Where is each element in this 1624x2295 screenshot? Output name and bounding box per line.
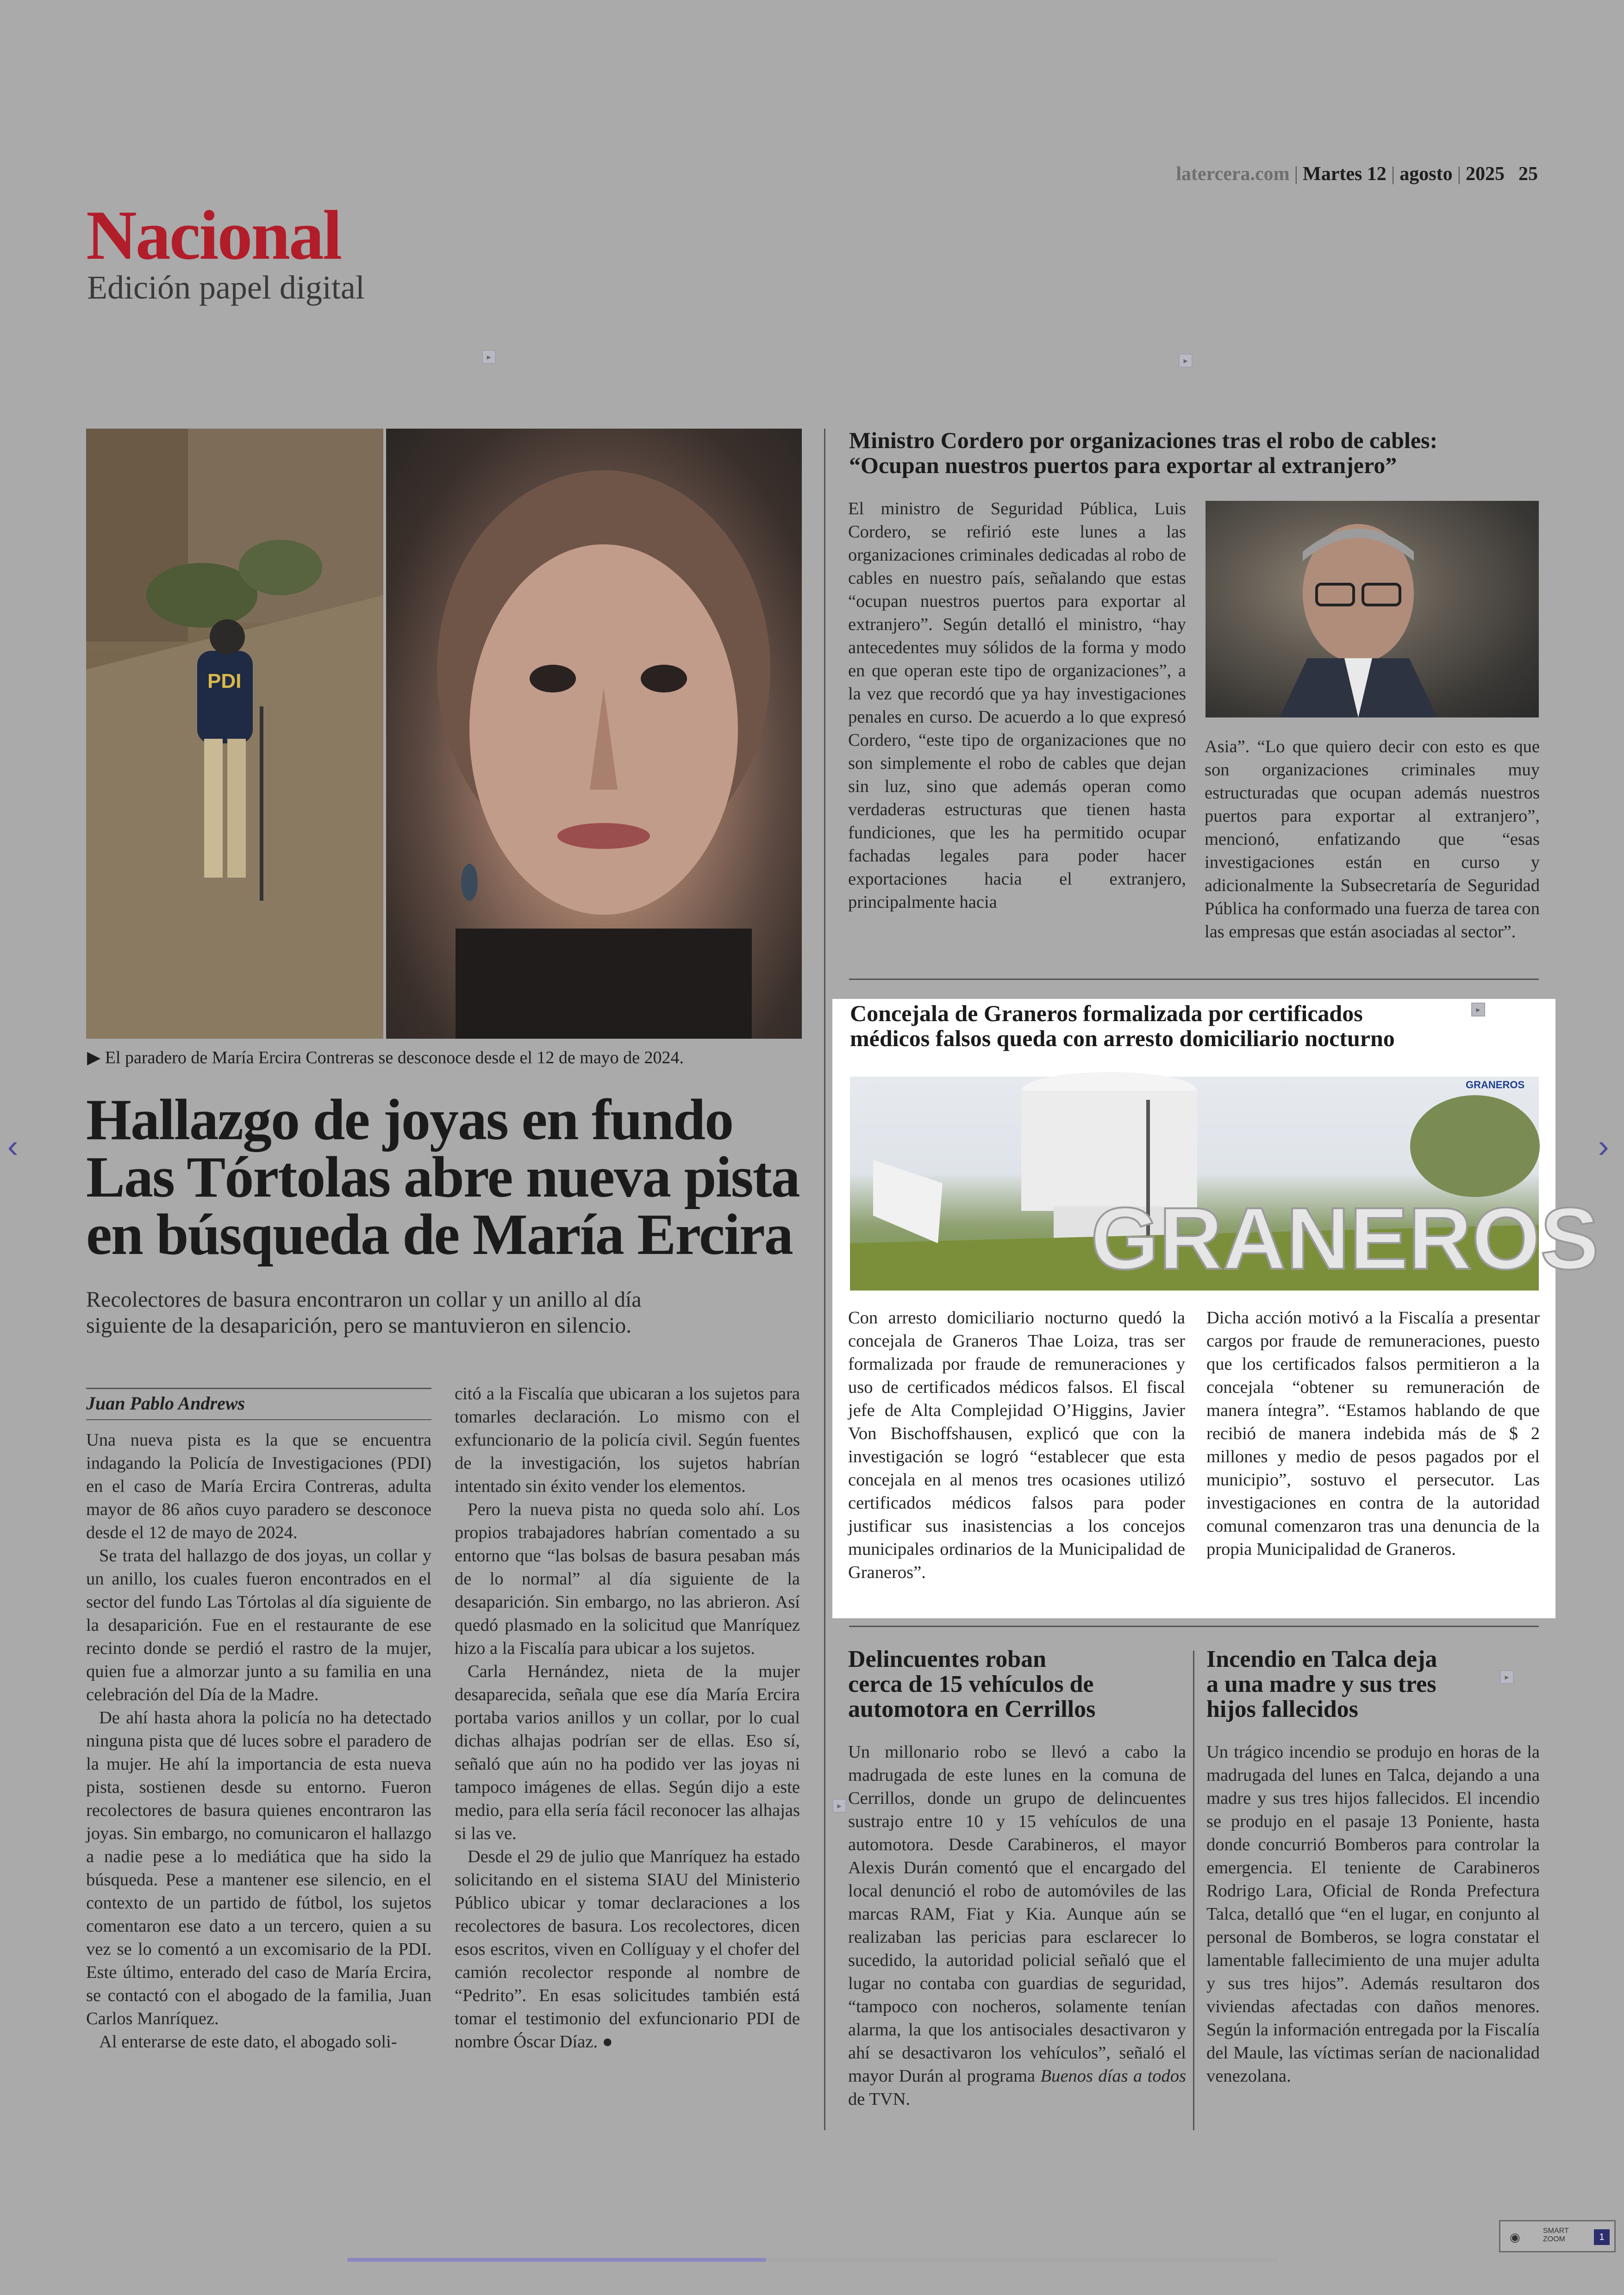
graneros-headline[interactable]: Concejala de Graneros formalizada por certificados médicos falsos queda con arresto domiciliario nocturno — [850, 1000, 1395, 1051]
talca-body: Un trágico incendio se produjo en horas de la madrugada del lunes en Talca, dejando a una madre y sus tres hijos fallecidos. El incendio se produjo en el pasaje 13 Poniente, hasta donde concurrió Bomberos para controlar la emergencia. El teniente de Carabineros Rodrigo Lara, Oficial de Ronda Prefectura Talca, detalló que “en el lugar, en conjunto al personal de Bomberos, se logra constatar el lamentable fallecimiento de una mujer adulta y sus tres hijos”. Además resultaron dos viviendas afectadas con daños menores. Según la información entregada por la Fiscalía del Maule, las víctimas serían de nacionalidad venezolana. — [1206, 1742, 1540, 2086]
page-number: 25 — [1518, 163, 1538, 185]
talca-headline[interactable]: Incendio en Talca deja a una madre y sus tres hijos fallecidos — [1206, 1646, 1437, 1722]
main-deck: Recolectores de basura encontraron un collar y un anillo al día siguiente de la desaparición, pero se mantuvieron en silencio. — [86, 1287, 642, 1338]
site-name: latercera.com — [1176, 163, 1290, 185]
cordero-headline[interactable]: Ministro Cordero por organizaciones tras el robo de cables: “Ocupan nuestros puertos para exportar al extranjero” — [849, 427, 1438, 478]
cordero-body-col-2: Asia”. “Lo que quiero decir con esto es que son organizaciones criminales muy estructuradas que ocupan además nuestros puertos para exportar al extranjero”, mencionó, enfatizando que “esas investigaciones están en curso y adicionalmente la Subsecretaría de Seguridad Pública ha conformado una fuerza de tarea con las empresas que están asociadas al sector”. — [1205, 737, 1540, 942]
graneros-sign-photo — [850, 1077, 1599, 1291]
prev-page-arrow[interactable]: ‹ — [7, 1128, 19, 1164]
section-title: Nacional — [86, 196, 341, 274]
graneros-art — [850, 1077, 1599, 1291]
article-link-icon[interactable]: ▸ — [1179, 354, 1193, 368]
pdi-photo-art — [86, 429, 383, 1039]
section-rule — [849, 979, 1539, 980]
article-link-icon[interactable]: ▸ — [1500, 1670, 1514, 1684]
article-link-icon[interactable]: ▸ — [482, 350, 496, 364]
zoom-level-badge: 1 — [1594, 2229, 1610, 2245]
eye-icon: ◉ — [1510, 2231, 1520, 2244]
minister-cordero-photo — [1206, 501, 1539, 717]
graneros-body-col-2: Dicha acción motivó a la Fiscalía a presentar cargos por fraude de remuneraciones, puesto que los certificados falsos permitieron a la concejala “obtener su remuneración de manera íntegra”. “Estamos hablando de que recibió de manera indebida más de $ 2 millones y medio de pesos pagados por el municipio”, sostuvo el persecutor. Las investigaciones en contra de la autoridad comunal comenzaron tras una denuncia de la propia Municipalidad de Graneros. — [1206, 1308, 1540, 1559]
article-link-icon[interactable]: ▸ — [832, 1799, 846, 1813]
photo-caption: ▶ El paradero de María Ercira Contreras se desconoce desde el 12 de mayo de 2024. — [87, 1048, 684, 1067]
cordero-body-col-1: El ministro de Seguridad Pública, Luis Cordero, se refirió este lunes a las organizaciones criminales dedicadas al robo de cables en nuestro país, señalando que estas “ocupan nuestros puertos para exportar al extranjero”. Según detalló el ministro, “hay antecedentes muy sólidos de la forma y modo en que operan este tipo de organizaciones”, a la vez que recordó que ya hay investigaciones penales en curso. De acuerdo a lo que expresó Cordero, “este tipo de organizaciones que no son simplemente el robo de cables que dejan sin luz, sino que además operan como verdaderas estructuras que tienen hasta fundiciones, que les ha permitido ocupar fachadas legales para poder hacer exportaciones hacia el extranjero, principalmente hacia — [848, 499, 1186, 912]
weekday: Martes 12 — [1303, 163, 1387, 185]
smart-zoom-control[interactable]: ◉ SMART ZOOM 1 — [1499, 2220, 1616, 2252]
graneros-logo-text: GRANEROS — [1466, 1079, 1525, 1091]
dateline: latercera.com | Martes 12 | agosto | 2025 25 — [1176, 163, 1538, 185]
cerrillos-headline[interactable]: Delincuentes roban cerca de 15 vehículos de automotora en Cerrillos — [848, 1646, 1096, 1722]
column-divider — [824, 429, 825, 2130]
graneros-body-col-1: Con arresto domiciliario nocturno quedó la concejala de Graneros Thae Loiza, tras ser formalizada por fraude de remuneraciones y uso de certificados médicos falsos. El fiscal jefe de Alta Complejidad O’Higgins, Javier Von Bischoffshausen, explicó que con la investigación se logró “establecer que esta concejala en al menos tres ocasiones utilizó certificados médicos falsos para poder justificar sus inasistencias a los concejos municipales ordinarios de la Municipalidad de Graneros”. — [848, 1308, 1185, 1582]
maria-ercira-portrait — [386, 429, 802, 1039]
main-headline[interactable]: Hallazgo de joyas en fundo Las Tórtolas abre nueva pista en búsqueda de María Ercira — [86, 1088, 800, 1267]
graneros-sign-text: GRANEROS — [1091, 1190, 1599, 1288]
minister-art — [1206, 501, 1539, 717]
next-page-arrow[interactable]: › — [1598, 1128, 1609, 1164]
column-divider — [1193, 1651, 1194, 2130]
byline-rule-bottom — [86, 1419, 431, 1420]
main-body-col-2: citó a la Fiscalía que ubicaran a los sujetos para tomarles declaración. Lo mismo con el exfuncionario de la policía civil. Según fuentes de la investigación, los sujetos habrían intentado sin éxito vender los elementos. Pero la nueva pista no queda solo ahí. Los propios trabajadores habrían comentado a su entorno que “las bolsas de basura pesaban más de lo normal” al día siguiente de la desaparición. Sin embargo, no las abrieron. Así quedó plasmado en la solicitud que Manríquez hizo a la Fiscalía para ubicar a los sujetos. Carla Hernández, nieta de la mujer desaparecida, señala que ese día María Ercira portaba varios anillos y un collar, por lo cual dichas alhajas podrían ser de ellas. Eso sí, señaló que aún no ha podido ver las joyas ni tampoco imágenes de ellas. Según dijo a este medio, para ella sería fácil reconocer las alhajas si las ve. Desde el 29 de julio que Manríquez ha estado solicitando en el sistema SIAU del Ministerio Público ubicar y tomar declaraciones a los recolectores de basura. Los recolectores, dicen esos escritos, viven en Collíguay y el chofer del camión recolector responde al nombre de “Pedrito”. En esas solicitudes también está tomar el testimonio del exfuncionario PDI de nombre Óscar Díaz. ● — [455, 1384, 800, 2052]
byline-rule — [86, 1388, 431, 1389]
portrait-art — [386, 429, 802, 1039]
section-rule — [849, 1626, 1539, 1627]
cerrillos-body: Un millonario robo se llevó a cabo la madrugada de este lunes en la comuna de Cerrillos, donde un grupo de delincuentes sustrajo entre 10 y 15 vehículos de una automotora. Desde Carabineros, el mayor Alexis Durán comentó que el encargado del local denunció el robo de automóviles de las marcas RAM, Fiat y Kia. Aunque aún se realizaban las pericias para esclarecer lo sucedido, la autoridad policial señaló que el lugar no contaba con guardias de seguridad, “tampoco con nocheros, solamente tenían alarma, la que los antisociales desactivaron y ahí se desactivaron los vehículos”, señaló el mayor Durán al programa Buenos días a todos de TVN. — [848, 1742, 1186, 2109]
month: agosto — [1399, 163, 1453, 185]
byline: Juan Pablo Andrews — [86, 1393, 245, 1414]
year: 2025 — [1466, 163, 1505, 185]
article-link-icon[interactable]: ▸ — [1471, 1003, 1485, 1017]
svg-text:PDI: PDI — [207, 670, 242, 692]
edition-subtitle: Edición papel digital — [87, 269, 365, 306]
reading-progress-fill — [347, 2258, 766, 2262]
main-body-col-1: Una nueva pista es la que se encuentra indagando la Policía de Investigaciones (PDI) en el caso de María Ercira Contreras, adulta mayor de 86 años cuyo paradero se desconoce desde el 12 de mayo de 2024. Se trata del hallazgo de dos joyas, un collar y un anillo, los cuales fueron encontrados en el sector del fundo Las Tórtolas al día siguiente de la desaparición. Fue en el restaurante de ese recinto donde se perdió el rastro de la mujer, quien fue a almorzar junto a su familia en una celebración del Día de la Madre. De ahí hasta ahora la policía no ha detectado ninguna pista que dé luces sobre el paradero de la mujer. He ahí la importancia de esta nueva pista, sostienen desde su entorno. Fueron recolectores de basura quienes encontraron las joyas. Sin embargo, no comunicaron el hallazgo a nadie pese a lo mediática que ha sido la búsqueda. Pese a mantener ese silencio, en el contexto de un partido de fútbol, los sujetos comentaron ese dato a un tercero, quien a su vez se lo comentó a un excomisario de la PDI. Este último, enterado del caso de María Ercira, se contactó con el abogado de la familia, Juan Carlos Manríquez. Al enterarse de este dato, el abogado soli- — [86, 1430, 431, 2052]
pdi-officer-photo — [86, 429, 383, 1039]
